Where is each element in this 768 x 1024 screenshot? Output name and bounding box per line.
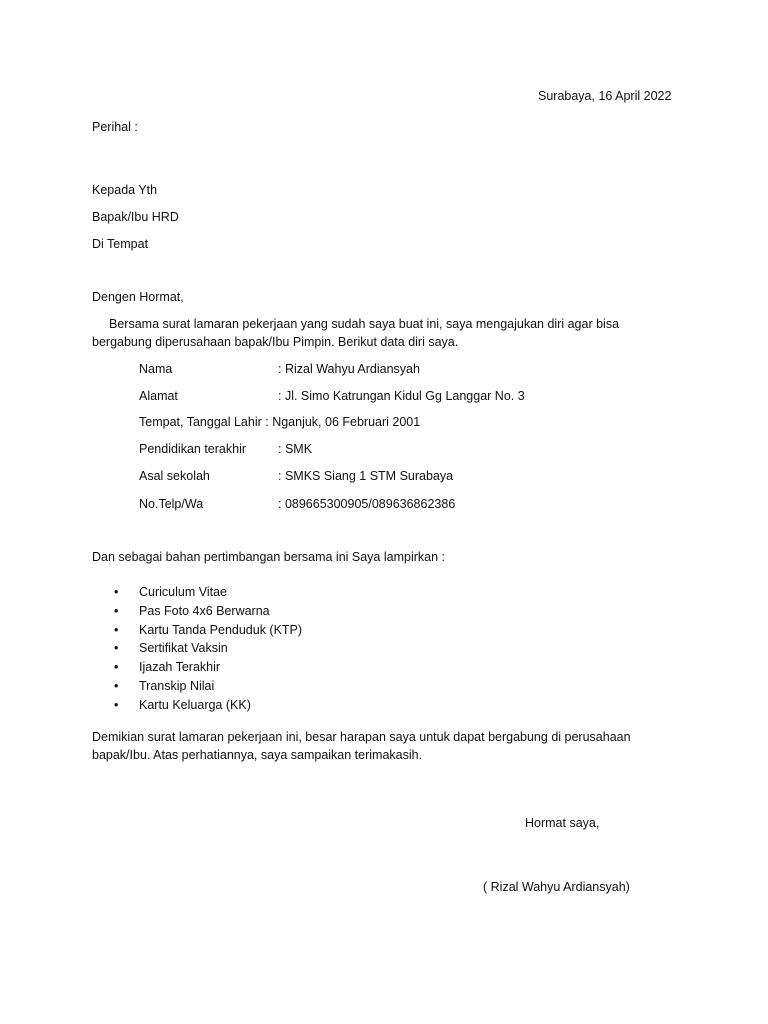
field-label: Alamat — [139, 389, 178, 403]
list-item — [92, 677, 492, 695]
field-value: : Jl. Simo Katrungan Kidul Gg Langgar No. 3 — [278, 389, 525, 403]
list-item — [92, 639, 492, 657]
bullet-icon: • — [114, 585, 119, 599]
field-label: Pendidikan terakhir — [139, 442, 247, 456]
personal-data-row — [139, 414, 659, 430]
attachment-label: Sertifikat Vaksin — [139, 641, 228, 655]
list-item — [92, 602, 492, 620]
attachment-label: Kartu Keluarga (KK) — [139, 698, 251, 712]
field-value: : SMKS Siang 1 STM Surabaya — [278, 469, 454, 483]
letter-subject: Perihal : — [92, 120, 138, 134]
letter-date: Surabaya, 16 April 2022 — [538, 89, 672, 103]
signature-name: ( Rizal Wahyu Ardiansyah) — [483, 880, 630, 894]
bullet-icon: • — [114, 660, 119, 674]
closing-paragraph: Demikian surat lamaran pekerjaan ini, besar harapan saya untuk dapat bergabung di perusahaan bapak/Ibu. Atas perhatiannya, saya sampaikan terimakasih. — [92, 730, 631, 762]
bullet-icon: • — [114, 698, 119, 712]
list-item — [92, 583, 492, 601]
list-item — [92, 658, 492, 676]
field-value: : SMK — [278, 442, 313, 456]
sign-off: Hormat saya, — [525, 816, 600, 830]
greeting: Dengen Hormat, — [92, 290, 184, 304]
attachment-label: Pas Foto 4x6 Berwarna — [139, 604, 270, 618]
list-item — [92, 696, 492, 714]
attachment-label: Transkip Nilai — [139, 679, 215, 693]
recipient-line: Bapak/Ibu HRD — [92, 210, 179, 224]
bullet-icon: • — [114, 641, 119, 655]
field-value: : Rizal Wahyu Ardiansyah — [278, 362, 420, 376]
field-label: No.Telp/Wa — [139, 497, 204, 511]
attachment-label: Kartu Tanda Penduduk (KTP) — [139, 623, 303, 637]
personal-data-row — [139, 441, 659, 457]
recipient-line: Di Tempat — [92, 237, 149, 251]
intro-paragraph: Bersama surat lamaran pekerjaan yang sudah saya buat ini, saya mengajukan diri agar bisa bergabung diperusahaan bapak/Ibu Pimpin. Berikut data diri saya. — [92, 317, 620, 349]
list-item — [92, 621, 492, 639]
bullet-icon: • — [114, 623, 119, 637]
field-value: : Nganjuk, 06 Februari 2001 — [261, 415, 421, 429]
personal-data-row — [139, 496, 659, 512]
field-label: Tempat, Tanggal Lahir — [139, 415, 262, 429]
attachment-label: Curiculum Vitae — [139, 585, 228, 599]
personal-data-row — [139, 361, 659, 377]
field-label: Asal sekolah — [139, 469, 210, 483]
bullet-icon: • — [114, 604, 119, 618]
bullet-icon: • — [114, 679, 119, 693]
field-label: Nama — [139, 362, 173, 376]
personal-data-row — [139, 388, 659, 404]
personal-data-row — [139, 468, 659, 484]
attachments-intro: Dan sebagai bahan pertimbangan bersama ini Saya lampirkan : — [92, 550, 445, 564]
field-value: : 089665300905/089636862386 — [278, 497, 456, 511]
recipient-line: Kepada Yth — [92, 183, 158, 197]
attachment-label: Ijazah Terakhir — [139, 660, 221, 674]
